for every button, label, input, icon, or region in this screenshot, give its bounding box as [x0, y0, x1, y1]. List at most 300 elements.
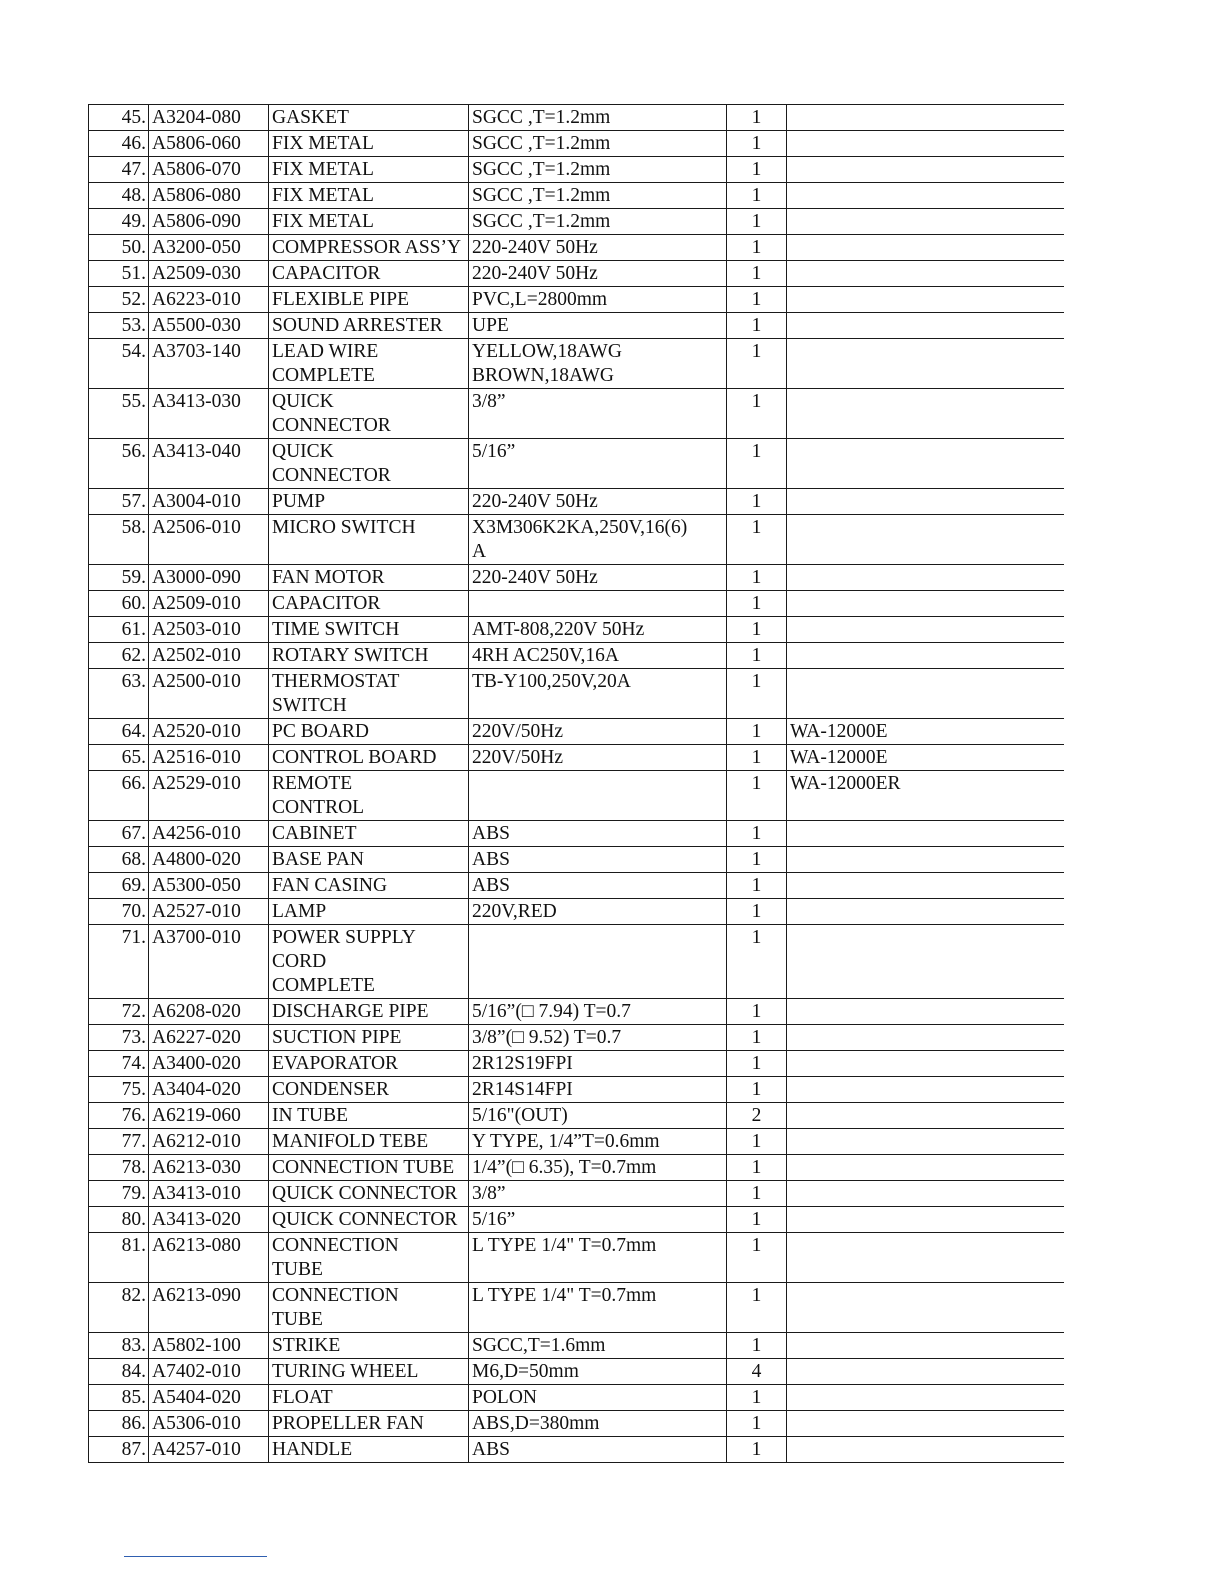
item-number-cell: 49. [89, 209, 149, 235]
table-row [89, 313, 1064, 339]
part-spec-cell: SGCC ,T=1.2mm [469, 131, 727, 157]
part-spec-cell: SGCC ,T=1.2mm [469, 157, 727, 183]
part-spec-cell: POLON [469, 1385, 727, 1411]
part-spec-cell [469, 591, 727, 617]
part-name-cell: LAMP [269, 899, 469, 925]
part-name-cell: FLOAT [269, 1385, 469, 1411]
quantity-cell: 1 [727, 847, 787, 873]
part-spec-cell: 220-240V 50Hz [469, 565, 727, 591]
item-number-cell: 70. [89, 899, 149, 925]
part-code-cell: A2506-010 [149, 515, 269, 565]
part-code-cell: A3703-140 [149, 339, 269, 389]
footer-rule [124, 1556, 267, 1557]
part-name-cell: TIME SWITCH [269, 617, 469, 643]
remark-cell [787, 131, 1064, 157]
quantity-cell: 1 [727, 261, 787, 287]
part-spec-cell: 5/16” [469, 1207, 727, 1233]
part-spec-cell: 3/8” [469, 389, 727, 439]
remark-cell [787, 235, 1064, 261]
part-name-cell: CONNECTION TUBE [269, 1283, 469, 1333]
part-spec-cell: YELLOW,18AWG BROWN,18AWG [469, 339, 727, 389]
part-code-cell: A5806-090 [149, 209, 269, 235]
part-name-cell: HANDLE [269, 1437, 469, 1463]
item-number-cell: 61. [89, 617, 149, 643]
remark-cell [787, 669, 1064, 719]
quantity-cell: 1 [727, 1437, 787, 1463]
part-spec-cell: SGCC,T=1.6mm [469, 1333, 727, 1359]
table-row [89, 1077, 1064, 1103]
item-number-cell: 83. [89, 1333, 149, 1359]
part-code-cell: A3400-020 [149, 1051, 269, 1077]
quantity-cell: 1 [727, 999, 787, 1025]
remark-cell [787, 1283, 1064, 1333]
item-number-cell: 50. [89, 235, 149, 261]
item-number-cell: 62. [89, 643, 149, 669]
part-name-cell: ROTARY SWITCH [269, 643, 469, 669]
table-row [89, 1359, 1064, 1385]
part-code-cell: A4800-020 [149, 847, 269, 873]
table-row [89, 515, 1064, 565]
quantity-cell: 1 [727, 745, 787, 771]
remark-cell [787, 999, 1064, 1025]
part-spec-cell: AMT-808,220V 50Hz [469, 617, 727, 643]
quantity-cell: 1 [727, 515, 787, 565]
part-code-cell: A4256-010 [149, 821, 269, 847]
table-row [89, 1103, 1064, 1129]
table-row [89, 1051, 1064, 1077]
quantity-cell: 2 [727, 1103, 787, 1129]
remark-cell: WA-12000E [787, 745, 1064, 771]
quantity-cell: 1 [727, 1051, 787, 1077]
item-number-cell: 77. [89, 1129, 149, 1155]
part-code-cell: A6223-010 [149, 287, 269, 313]
part-code-cell: A2529-010 [149, 771, 269, 821]
part-spec-cell: SGCC ,T=1.2mm [469, 183, 727, 209]
part-name-cell: QUICK CONNECTOR [269, 439, 469, 489]
part-code-cell: A2500-010 [149, 669, 269, 719]
part-code-cell: A5802-100 [149, 1333, 269, 1359]
remark-cell [787, 925, 1064, 999]
part-code-cell: A4257-010 [149, 1437, 269, 1463]
table-row [89, 925, 1064, 999]
part-code-cell: A3000-090 [149, 565, 269, 591]
quantity-cell: 1 [727, 1385, 787, 1411]
quantity-cell: 1 [727, 1155, 787, 1181]
part-name-cell: MICRO SWITCH [269, 515, 469, 565]
item-number-cell: 54. [89, 339, 149, 389]
part-spec-cell: ABS [469, 1437, 727, 1463]
remark-cell [787, 617, 1064, 643]
item-number-cell: 86. [89, 1411, 149, 1437]
quantity-cell: 1 [727, 1411, 787, 1437]
item-number-cell: 46. [89, 131, 149, 157]
remark-cell [787, 1129, 1064, 1155]
item-number-cell: 66. [89, 771, 149, 821]
part-code-cell: A6208-020 [149, 999, 269, 1025]
part-name-cell: FIX METAL [269, 157, 469, 183]
part-spec-cell: X3M306K2KA,250V,16(6) A [469, 515, 727, 565]
table-row [89, 1155, 1064, 1181]
table-row [89, 771, 1064, 821]
table-row [89, 157, 1064, 183]
part-spec-cell: Y TYPE, 1/4”T=0.6mm [469, 1129, 727, 1155]
part-spec-cell: TB-Y100,250V,20A [469, 669, 727, 719]
part-name-cell: QUICK CONNECTOR [269, 1181, 469, 1207]
remark-cell [787, 489, 1064, 515]
part-spec-cell: 5/16” [469, 439, 727, 489]
remark-cell [787, 1359, 1064, 1385]
quantity-cell: 1 [727, 105, 787, 131]
part-name-cell: CABINET [269, 821, 469, 847]
part-spec-cell: 3/8” [469, 1181, 727, 1207]
quantity-cell: 1 [727, 1283, 787, 1333]
table-row [89, 899, 1064, 925]
table-row [89, 261, 1064, 287]
remark-cell [787, 209, 1064, 235]
remark-cell [787, 1077, 1064, 1103]
item-number-cell: 81. [89, 1233, 149, 1283]
quantity-cell: 1 [727, 1333, 787, 1359]
item-number-cell: 52. [89, 287, 149, 313]
part-spec-cell: L TYPE 1/4" T=0.7mm [469, 1233, 727, 1283]
quantity-cell: 1 [727, 1233, 787, 1283]
part-spec-cell: ABS [469, 847, 727, 873]
part-spec-cell: 3/8”(□ 9.52) T=0.7 [469, 1025, 727, 1051]
part-name-cell: PC BOARD [269, 719, 469, 745]
part-code-cell: A3200-050 [149, 235, 269, 261]
part-spec-cell: 5/16"(OUT) [469, 1103, 727, 1129]
quantity-cell: 1 [727, 873, 787, 899]
remark-cell [787, 261, 1064, 287]
part-spec-cell: 220V/50Hz [469, 745, 727, 771]
quantity-cell: 1 [727, 389, 787, 439]
table-row [89, 1025, 1064, 1051]
part-code-cell: A6213-030 [149, 1155, 269, 1181]
quantity-cell: 1 [727, 1025, 787, 1051]
table-row [89, 745, 1064, 771]
part-name-cell: LEAD WIRE COMPLETE [269, 339, 469, 389]
item-number-cell: 65. [89, 745, 149, 771]
remark-cell [787, 1233, 1064, 1283]
table-row [89, 1333, 1064, 1359]
quantity-cell: 1 [727, 313, 787, 339]
remark-cell [787, 439, 1064, 489]
item-number-cell: 51. [89, 261, 149, 287]
part-name-cell: FAN MOTOR [269, 565, 469, 591]
remark-cell [787, 821, 1064, 847]
part-spec-cell: SGCC ,T=1.2mm [469, 209, 727, 235]
part-code-cell: A5500-030 [149, 313, 269, 339]
item-number-cell: 60. [89, 591, 149, 617]
part-spec-cell: ABS,D=380mm [469, 1411, 727, 1437]
item-number-cell: 75. [89, 1077, 149, 1103]
remark-cell [787, 1103, 1064, 1129]
part-spec-cell: ABS [469, 873, 727, 899]
item-number-cell: 56. [89, 439, 149, 489]
part-name-cell: CAPACITOR [269, 261, 469, 287]
part-name-cell: PUMP [269, 489, 469, 515]
part-code-cell: A3413-020 [149, 1207, 269, 1233]
item-number-cell: 57. [89, 489, 149, 515]
item-number-cell: 87. [89, 1437, 149, 1463]
part-code-cell: A2516-010 [149, 745, 269, 771]
part-name-cell: REMOTE CONTROL [269, 771, 469, 821]
part-code-cell: A3204-080 [149, 105, 269, 131]
item-number-cell: 68. [89, 847, 149, 873]
part-spec-cell: L TYPE 1/4" T=0.7mm [469, 1283, 727, 1333]
part-spec-cell [469, 771, 727, 821]
item-number-cell: 47. [89, 157, 149, 183]
quantity-cell: 1 [727, 183, 787, 209]
item-number-cell: 73. [89, 1025, 149, 1051]
quantity-cell: 1 [727, 669, 787, 719]
remark-cell [787, 515, 1064, 565]
quantity-cell: 1 [727, 617, 787, 643]
part-name-cell: SUCTION PIPE [269, 1025, 469, 1051]
remark-cell [787, 339, 1064, 389]
item-number-cell: 76. [89, 1103, 149, 1129]
part-spec-cell: 220V,RED [469, 899, 727, 925]
part-spec-cell: 5/16”(□ 7.94) T=0.7 [469, 999, 727, 1025]
part-code-cell: A3004-010 [149, 489, 269, 515]
item-number-cell: 78. [89, 1155, 149, 1181]
part-name-cell: PROPELLER FAN [269, 1411, 469, 1437]
part-code-cell: A5806-080 [149, 183, 269, 209]
table-row [89, 1181, 1064, 1207]
quantity-cell: 1 [727, 821, 787, 847]
part-name-cell: STRIKE [269, 1333, 469, 1359]
quantity-cell: 1 [727, 489, 787, 515]
part-spec-cell: 2R14S14FPI [469, 1077, 727, 1103]
table-row [89, 389, 1064, 439]
item-number-cell: 74. [89, 1051, 149, 1077]
part-name-cell: QUICK CONNECTOR [269, 389, 469, 439]
part-spec-cell: 2R12S19FPI [469, 1051, 727, 1077]
part-code-cell: A6219-060 [149, 1103, 269, 1129]
part-name-cell: QUICK CONNECTOR [269, 1207, 469, 1233]
part-name-cell: CONNECTION TUBE [269, 1233, 469, 1283]
part-code-cell: A3413-010 [149, 1181, 269, 1207]
quantity-cell: 1 [727, 1077, 787, 1103]
part-spec-cell: M6,D=50mm [469, 1359, 727, 1385]
part-spec-cell: ABS [469, 821, 727, 847]
part-name-cell: SOUND ARRESTER [269, 313, 469, 339]
quantity-cell: 1 [727, 339, 787, 389]
quantity-cell: 1 [727, 157, 787, 183]
item-number-cell: 71. [89, 925, 149, 999]
item-number-cell: 48. [89, 183, 149, 209]
table-row [89, 1411, 1064, 1437]
part-name-cell: IN TUBE [269, 1103, 469, 1129]
table-row [89, 643, 1064, 669]
part-code-cell: A2503-010 [149, 617, 269, 643]
remark-cell [787, 183, 1064, 209]
quantity-cell: 1 [727, 719, 787, 745]
item-number-cell: 64. [89, 719, 149, 745]
table-row [89, 489, 1064, 515]
table-row [89, 287, 1064, 313]
table-row [89, 1385, 1064, 1411]
item-number-cell: 45. [89, 105, 149, 131]
part-name-cell: MANIFOLD TEBE [269, 1129, 469, 1155]
remark-cell [787, 1207, 1064, 1233]
part-code-cell: A3413-040 [149, 439, 269, 489]
item-number-cell: 69. [89, 873, 149, 899]
table-row [89, 669, 1064, 719]
item-number-cell: 63. [89, 669, 149, 719]
part-code-cell: A5306-010 [149, 1411, 269, 1437]
table-row [89, 999, 1064, 1025]
item-number-cell: 72. [89, 999, 149, 1025]
part-name-cell: CAPACITOR [269, 591, 469, 617]
part-spec-cell: 220-240V 50Hz [469, 235, 727, 261]
table-row [89, 591, 1064, 617]
remark-cell [787, 105, 1064, 131]
table-row [89, 339, 1064, 389]
remark-cell: WA-12000ER [787, 771, 1064, 821]
table-row [89, 847, 1064, 873]
remark-cell [787, 313, 1064, 339]
part-code-cell: A2509-030 [149, 261, 269, 287]
part-name-cell: COMPRESSOR ASS’Y [269, 235, 469, 261]
part-code-cell: A3404-020 [149, 1077, 269, 1103]
part-name-cell: THERMOSTAT SWITCH [269, 669, 469, 719]
quantity-cell: 1 [727, 771, 787, 821]
part-name-cell: CONDENSER [269, 1077, 469, 1103]
remark-cell [787, 1025, 1064, 1051]
table-row [89, 873, 1064, 899]
parts-list-table [88, 104, 1064, 1463]
part-code-cell: A6213-080 [149, 1233, 269, 1283]
remark-cell [787, 389, 1064, 439]
table-row [89, 1207, 1064, 1233]
remark-cell [787, 873, 1064, 899]
part-spec-cell: 1/4”(□ 6.35), T=0.7mm [469, 1155, 727, 1181]
remark-cell: WA-12000E [787, 719, 1064, 745]
table-row [89, 1233, 1064, 1283]
remark-cell [787, 899, 1064, 925]
part-name-cell: FAN CASING [269, 873, 469, 899]
part-name-cell: EVAPORATOR [269, 1051, 469, 1077]
part-code-cell: A2509-010 [149, 591, 269, 617]
part-name-cell: FLEXIBLE PIPE [269, 287, 469, 313]
table-row [89, 105, 1064, 131]
remark-cell [787, 565, 1064, 591]
quantity-cell: 1 [727, 235, 787, 261]
remark-cell [787, 157, 1064, 183]
part-spec-cell: 220V/50Hz [469, 719, 727, 745]
item-number-cell: 85. [89, 1385, 149, 1411]
parts-list-body [89, 105, 1064, 1463]
remark-cell [787, 1411, 1064, 1437]
part-code-cell: A6212-010 [149, 1129, 269, 1155]
table-row [89, 565, 1064, 591]
part-spec-cell [469, 925, 727, 999]
item-number-cell: 67. [89, 821, 149, 847]
part-code-cell: A2502-010 [149, 643, 269, 669]
part-name-cell: FIX METAL [269, 209, 469, 235]
part-spec-cell: 220-240V 50Hz [469, 489, 727, 515]
part-code-cell: A3700-010 [149, 925, 269, 999]
table-row [89, 235, 1064, 261]
part-spec-cell: 220-240V 50Hz [469, 261, 727, 287]
item-number-cell: 59. [89, 565, 149, 591]
item-number-cell: 84. [89, 1359, 149, 1385]
quantity-cell: 1 [727, 209, 787, 235]
part-spec-cell: SGCC ,T=1.2mm [469, 105, 727, 131]
remark-cell [787, 591, 1064, 617]
table-row [89, 209, 1064, 235]
quantity-cell: 1 [727, 591, 787, 617]
remark-cell [787, 1181, 1064, 1207]
part-name-cell: DISCHARGE PIPE [269, 999, 469, 1025]
remark-cell [787, 1051, 1064, 1077]
part-code-cell: A5806-070 [149, 157, 269, 183]
item-number-cell: 82. [89, 1283, 149, 1333]
part-name-cell: GASKET [269, 105, 469, 131]
part-code-cell: A5300-050 [149, 873, 269, 899]
remark-cell [787, 847, 1064, 873]
item-number-cell: 58. [89, 515, 149, 565]
remark-cell [787, 1385, 1064, 1411]
remark-cell [787, 643, 1064, 669]
quantity-cell: 1 [727, 925, 787, 999]
quantity-cell: 1 [727, 643, 787, 669]
part-code-cell: A5806-060 [149, 131, 269, 157]
part-name-cell: TURING WHEEL [269, 1359, 469, 1385]
quantity-cell: 1 [727, 565, 787, 591]
quantity-cell: 1 [727, 1129, 787, 1155]
table-row [89, 617, 1064, 643]
item-number-cell: 79. [89, 1181, 149, 1207]
quantity-cell: 4 [727, 1359, 787, 1385]
table-row [89, 1129, 1064, 1155]
quantity-cell: 1 [727, 439, 787, 489]
part-spec-cell: PVC,L=2800mm [469, 287, 727, 313]
remark-cell [787, 1437, 1064, 1463]
item-number-cell: 80. [89, 1207, 149, 1233]
quantity-cell: 1 [727, 131, 787, 157]
part-code-cell: A3413-030 [149, 389, 269, 439]
part-code-cell: A2527-010 [149, 899, 269, 925]
part-code-cell: A6213-090 [149, 1283, 269, 1333]
part-name-cell: FIX METAL [269, 131, 469, 157]
part-spec-cell: 4RH AC250V,16A [469, 643, 727, 669]
quantity-cell: 1 [727, 1181, 787, 1207]
part-name-cell: CONNECTION TUBE [269, 1155, 469, 1181]
remark-cell [787, 287, 1064, 313]
part-name-cell: POWER SUPPLY CORD COMPLETE [269, 925, 469, 999]
table-row [89, 719, 1064, 745]
item-number-cell: 53. [89, 313, 149, 339]
part-name-cell: FIX METAL [269, 183, 469, 209]
table-row [89, 183, 1064, 209]
remark-cell [787, 1333, 1064, 1359]
part-code-cell: A5404-020 [149, 1385, 269, 1411]
table-row [89, 1283, 1064, 1333]
table-row [89, 1437, 1064, 1463]
quantity-cell: 1 [727, 287, 787, 313]
table-row [89, 821, 1064, 847]
part-code-cell: A2520-010 [149, 719, 269, 745]
part-code-cell: A7402-010 [149, 1359, 269, 1385]
quantity-cell: 1 [727, 899, 787, 925]
part-name-cell: BASE PAN [269, 847, 469, 873]
remark-cell [787, 1155, 1064, 1181]
part-spec-cell: UPE [469, 313, 727, 339]
part-name-cell: CONTROL BOARD [269, 745, 469, 771]
item-number-cell: 55. [89, 389, 149, 439]
